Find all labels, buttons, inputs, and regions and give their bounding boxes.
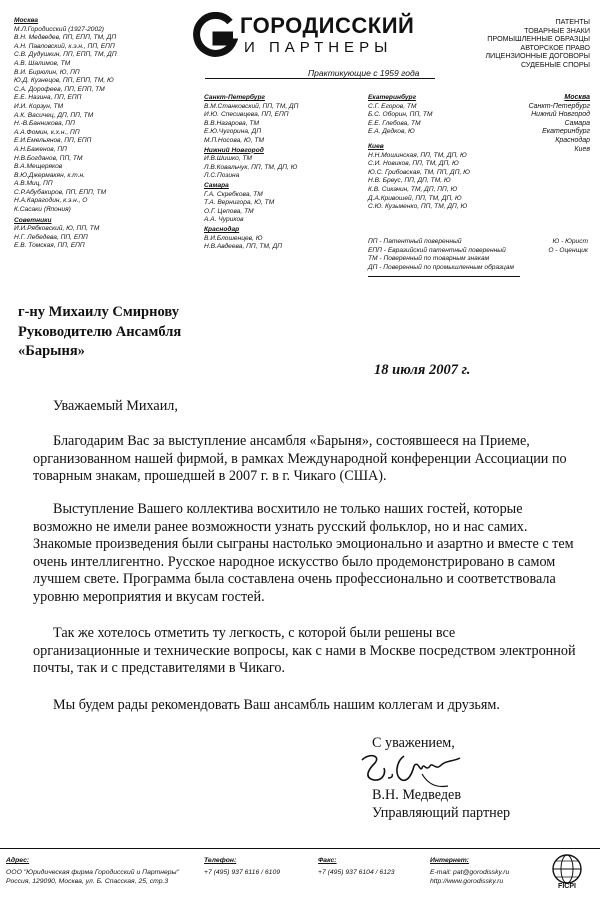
- paragraph-line: возможно не имели ранее возможности узнать русский фольклор, но и нас самих.: [33, 518, 528, 535]
- ficpi-label: FICPI: [558, 883, 576, 890]
- address-label: Адрес:: [6, 857, 30, 864]
- paragraph-line: организационные и технические вопросы, как с нами в Москве посредством электронной: [33, 642, 576, 659]
- service-item: ПАТЕНТЫ: [555, 17, 590, 26]
- staff-entry: Е.Е. Назина, ПП, ЕПП: [14, 94, 82, 102]
- fax-label: Факс:: [318, 857, 337, 864]
- staff-entry: А.В. Шалимов, ТМ: [14, 59, 71, 67]
- company-logo: [190, 12, 440, 60]
- staff-entry: С.И. Новиков, ПП, ТМ, ДП, Ю: [368, 160, 459, 168]
- staff-entry: Н.В.Богданов, ПП, ТМ: [14, 154, 83, 162]
- staff-entry: А.А.Фомин, к.х.н., ПП: [14, 128, 80, 136]
- staff-entry: А.В.Миц, ПП: [14, 180, 53, 188]
- logo-subtitle: И ПАРТНЕРЫ: [244, 39, 393, 56]
- kiev-heading: Киев: [368, 142, 384, 150]
- staff-entry: Л.В.Ковальчук, ПП, ТМ, ДП, Ю: [204, 163, 298, 171]
- recipient-block: [18, 303, 181, 362]
- staff-entry: Н.А.Карагодин, к.э.н., О: [14, 197, 88, 205]
- staff-entry: М.Л.Городисский (1927-2002): [14, 25, 105, 33]
- staff-entry: С.А. Дорофеев, ПП, ЕПП, ТМ: [14, 85, 105, 93]
- office-city: Нижний Новгород: [531, 111, 590, 119]
- service-item: ЛИЦЕНЗИОННЫЕ ДОГОВОРЫ: [485, 51, 590, 61]
- recipient-line: г-ну Михаилу Смирнову: [18, 304, 179, 320]
- staff-entry: Е.И.Емельянов, ПП, ЕПП: [14, 137, 92, 145]
- paragraph-line: лучшем свете. Программа была составлена очень профессионально и соответствовала: [33, 571, 556, 588]
- staff-entry: М.П.Носова, Ю, ТМ: [204, 136, 264, 144]
- email-address[interactable]: E-mail: pat@gorodissky.ru: [430, 869, 510, 876]
- paragraph-1: [33, 433, 588, 486]
- staff-entry: Н.-В.Банникова, ПП: [14, 120, 75, 128]
- samara-heading: Самара: [204, 181, 229, 189]
- legend-entry: ПП - Патентный поверенный: [368, 238, 462, 245]
- staff-entry: А.Н.Баженов, ПП: [14, 145, 67, 153]
- paragraph-3: [33, 625, 588, 678]
- staff-entry: С.В. Дудушкин, ПП, ЕПП, ТМ, ДП: [14, 51, 117, 59]
- handwritten-signature: [356, 748, 466, 790]
- staff-entry: С.Р.Абубакиров, ПП, ЕПП, ТМ: [14, 188, 107, 196]
- ekb-kiev-staff: [368, 94, 498, 212]
- signer-title: Управляющий партнер: [372, 805, 511, 821]
- legend-entry: ТМ - Поверенный по товарным знакам: [368, 255, 490, 263]
- recipient-line: Руководителю Ансамбля: [18, 323, 182, 340]
- ekb-heading: Екатеринбург: [368, 94, 417, 101]
- paragraph-line: Мы будем рады рекомендовать Ваш ансамбль нашим коллегам и друзьям.: [53, 697, 500, 713]
- staff-entry: Т.А. Вернигора, Ю, ТМ: [204, 199, 275, 207]
- abbreviation-legend-right: [548, 238, 588, 255]
- staff-entry: Л.С.Позина: [204, 172, 240, 180]
- staff-entry: А.А. Чуриков: [204, 216, 244, 224]
- paragraph-4: [33, 697, 588, 715]
- advisor-entry: Е.В. Томская, ПП, ЕПП: [14, 242, 85, 250]
- staff-entry: К.В. Сикачин, ТМ, ДП, ПП, Ю: [368, 185, 458, 193]
- footer-address: [6, 856, 179, 886]
- footer-fax: [318, 856, 395, 877]
- paragraph-line: очень интеллигентно. Русское народное искусство было продемонстрировано в самом: [33, 553, 556, 570]
- staff-entry: И.И. Корзун, ТМ: [14, 102, 64, 110]
- staff-entry: В.Ю.Джермакян, к.т.н.: [14, 171, 86, 179]
- regional-staff: [204, 94, 364, 252]
- staff-entry: С.Ю. Кузьменко, ПП, ТМ, ДП, Ю: [368, 203, 468, 211]
- staff-entry: Ю.С. Грибовская, ТМ, ПП, ДП, Ю: [368, 168, 470, 176]
- footer-internet: [430, 856, 509, 886]
- paragraph-line: товарным знакам, прошедшей в 2007 г. в г. Чикаго (США).: [33, 468, 387, 485]
- legend-entry: ЕПП - Евразийский патентный поверенный: [368, 246, 506, 254]
- services-list: [485, 18, 590, 70]
- fax-number: +7 (495) 937 6104 / 6123: [318, 869, 395, 876]
- legend-rule: [368, 276, 520, 277]
- staff-entry: О.Г. Цепова, ТМ: [204, 207, 254, 215]
- staff-entry: В.Н. Медведев, ПП, ЕПП, ТМ, ДП: [14, 34, 117, 42]
- closing: С уважением,: [372, 735, 455, 751]
- office-city: Санкт-Петербург: [528, 102, 590, 110]
- paragraph-2: [33, 501, 588, 607]
- paragraph-line: уровню мероприятия и вкусам гостей.: [33, 588, 265, 605]
- abbreviation-legend: [368, 238, 528, 272]
- service-item: ТОВАРНЫЕ ЗНАКИ: [524, 25, 590, 35]
- staff-entry: Е.Ю.Чугорина, ДП: [204, 128, 262, 136]
- staff-entry: Ю.Д. Кузнецов, ПП, ЕПП, ТМ, Ю: [14, 77, 114, 85]
- tagline: Практикующие с 1959 года: [308, 68, 420, 78]
- staff-entry: И.В.Шишко, ТМ: [204, 155, 253, 163]
- phone-number: +7 (495) 937 6116 / 6109: [204, 869, 281, 876]
- paragraph-line: Знакомые произведения были сыграны настолько эмоционально и азартно и вместе с тем: [33, 536, 574, 553]
- staff-entry: С.Г. Егоров, ТМ: [368, 102, 417, 110]
- staff-entry: Е.Е. Глебова, ТМ: [368, 119, 421, 127]
- staff-entry: А.К. Васичец, ДП, ПП, ТМ: [14, 111, 94, 119]
- address-line: ООО "Юридическая фирма Городисский и Партнеры": [6, 869, 180, 876]
- office-city: Екатеринбург: [542, 128, 590, 136]
- legend-entry: О - Оценщик: [548, 246, 588, 254]
- footer-rule: [0, 848, 600, 849]
- staff-entry: Г.А. Скребкова, ТМ: [204, 190, 263, 198]
- internet-label: Интернет:: [430, 857, 470, 864]
- tagline-rule: [205, 78, 435, 79]
- logo-g-icon: [190, 12, 238, 60]
- staff-entry: Н.Н.Мошинская, ПП, ТМ, ДП, Ю: [368, 151, 467, 159]
- staff-entry: В.М.Станковский, ПП, ТМ, ДП: [204, 102, 299, 110]
- staff-entry: А.Н. Павловский, к.э.н., ПП, ЕПП: [14, 42, 115, 50]
- logo-name: ГОРОДИССКИЙ: [240, 13, 415, 38]
- service-item: СУДЕБНЫЕ СПОРЫ: [520, 59, 590, 69]
- letter-date: 18 июля 2007 г.: [374, 362, 471, 378]
- staff-entry: В.И. Бирюлин, Ю, ПП: [14, 68, 80, 76]
- website-link[interactable]: http://www.gorodissky.ru: [430, 878, 504, 885]
- staff-entry: В.И.Блошенцев, Ю: [204, 234, 263, 242]
- staff-entry: К.Сасаки (Япония): [14, 206, 71, 214]
- staff-entry: В.В.Назарова, ТМ: [204, 119, 259, 127]
- nn-heading: Нижний Новгород: [204, 146, 264, 154]
- staff-entry: Н.В. Бреус, ПП, ДП, ТМ, Ю: [368, 177, 451, 185]
- staff-entry: И.Ю. Спесивцева, ПП, ЕПП: [204, 111, 289, 119]
- spb-heading: Санкт-Петербург: [204, 94, 265, 101]
- offices-heading: Москва: [564, 94, 590, 101]
- krasnodar-heading: Краснодар: [204, 225, 240, 233]
- paragraph-line: Выступление Вашего коллектива восхитило не только наших гостей, которые: [53, 501, 523, 517]
- staff-entry: Е.А. Дедков, Ю: [368, 128, 415, 136]
- service-item: ПРОМЫШЛЕННЫЕ ОБРАЗЦЫ: [487, 34, 590, 44]
- advisor-entry: И.И.Рябковский, Ю, ПП, ТМ: [14, 225, 100, 233]
- paragraph-line: Так же хотелось отметить ту легкость, с которой были решены все: [53, 625, 456, 641]
- phone-label: Телефон:: [204, 857, 237, 864]
- paragraph-line: организованном нашей фирмой, в рамках Международной конференции Ассоциации по: [33, 450, 567, 467]
- advisors-heading: Советники: [14, 216, 52, 224]
- paragraph-line: почты, так и с представителями в Чикаго.: [33, 660, 286, 677]
- offices-list: [528, 94, 590, 154]
- signer-name: В.Н. Медведев: [372, 787, 462, 803]
- legend-entry: ДП - Поверенный по промышленным образцам: [368, 263, 515, 271]
- footer-phone: [204, 856, 280, 877]
- paragraph-line: Благодарим Вас за выступление ансамбля «Барыня», состоявшееся на Приеме,: [53, 433, 530, 449]
- moscow-heading: Москва: [14, 17, 39, 24]
- office-city: Киев: [574, 145, 590, 153]
- staff-entry: Б.С. Оборин, ПП, ТМ: [368, 111, 433, 119]
- service-item: АВТОРСКОЕ ПРАВО: [520, 42, 590, 52]
- staff-entry: Д.А.Кривошей, ПП, ТМ, ДП, Ю: [368, 194, 462, 202]
- moscow-staff: [14, 17, 184, 251]
- staff-entry: Н.В.Авдеева, ПП, ТМ, ДП: [204, 243, 283, 251]
- address-line: Россия, 129090, Москва, ул. Б. Спасская, 25, стр.3: [6, 878, 169, 885]
- staff-entry: В.А.Мещеряков: [14, 163, 63, 171]
- recipient-line: «Барыня»: [18, 343, 85, 359]
- office-city: Краснодар: [555, 136, 590, 144]
- advisor-entry: Н.Г. Лебедева, ПП, ЕПП: [14, 233, 88, 241]
- office-city: Самара: [564, 119, 590, 127]
- salutation: Уважаемый Михаил,: [53, 398, 178, 414]
- legend-entry: Ю - Юрист: [552, 238, 588, 245]
